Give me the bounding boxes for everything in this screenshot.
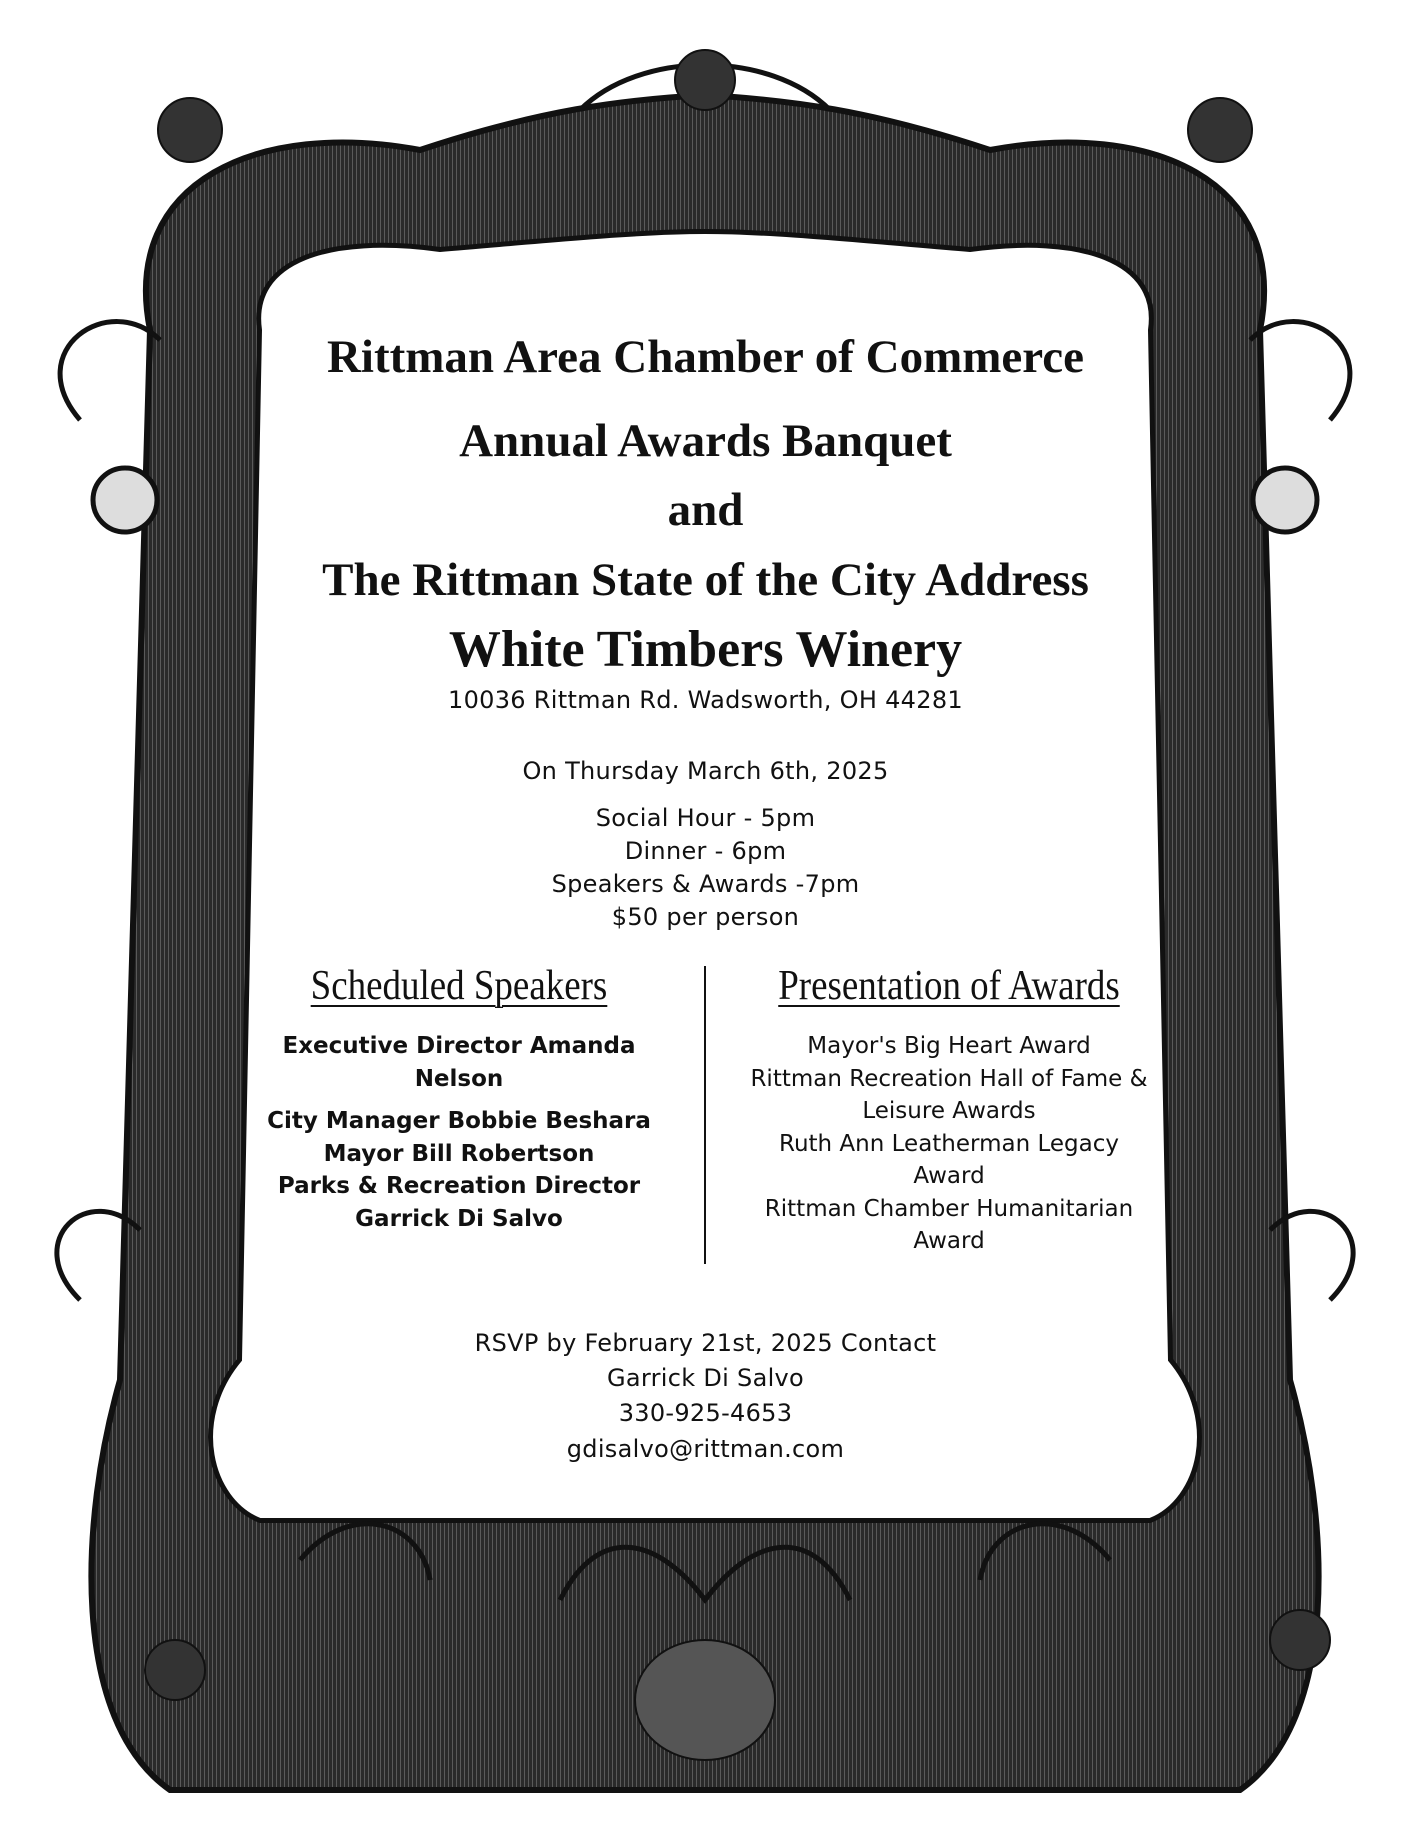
speakers-column bbox=[259, 962, 659, 1235]
venue-name: White Timbers Winery bbox=[448, 621, 963, 678]
rsvp-contact-name: Garrick Di Salvo bbox=[606, 1364, 805, 1392]
speaker-line: Mayor Bill Robertson bbox=[323, 1140, 595, 1167]
cherub-top bbox=[675, 50, 735, 110]
award-line: Award bbox=[913, 1228, 985, 1254]
rsvp-phone: 330-925-4653 bbox=[618, 1399, 793, 1427]
award-line: Rittman Recreation Hall of Fame & bbox=[750, 1065, 1148, 1092]
cherub-bottom-left bbox=[145, 1640, 205, 1700]
schedule-item: $50 per person bbox=[611, 903, 800, 931]
speaker-line: Executive Director Amanda bbox=[282, 1033, 636, 1059]
lyre-ornament bbox=[635, 1640, 775, 1760]
award-line: Mayor's Big Heart Award bbox=[807, 1033, 1091, 1059]
conjunction: and bbox=[667, 484, 744, 536]
schedule-item: Dinner - 6pm bbox=[624, 837, 787, 865]
award-line: Award bbox=[913, 1163, 985, 1189]
cherub-top-right bbox=[1188, 98, 1252, 162]
cherub-top-left bbox=[158, 98, 222, 162]
speaker-line: Garrick Di Salvo bbox=[355, 1205, 563, 1232]
venue-address: 10036 Rittman Rd. Wadsworth, OH 44281 bbox=[448, 686, 963, 714]
award-line: Leisure Awards bbox=[862, 1098, 1036, 1124]
rsvp-email: gdisalvo@rittman.com bbox=[566, 1435, 845, 1463]
second-event-title: The Rittman State of the City Address bbox=[322, 554, 1089, 606]
speaker-line: City Manager Bobbie Beshara bbox=[267, 1108, 651, 1134]
rsvp-deadline: RSVP by February 21st, 2025 Contact bbox=[474, 1329, 937, 1357]
speaker-line: Nelson bbox=[414, 1065, 504, 1092]
event-title: Annual Awards Banquet bbox=[459, 415, 952, 467]
speakers-heading: Scheduled Speakers bbox=[310, 963, 608, 1009]
schedule-item: Social Hour - 5pm bbox=[595, 804, 816, 832]
awards-heading: Presentation of Awards bbox=[778, 963, 1120, 1009]
speaker-line: Parks & Recreation Director bbox=[277, 1173, 641, 1199]
organization-title: Rittman Area Chamber of Commerce bbox=[326, 331, 1085, 383]
event-date: On Thursday March 6th, 2025 bbox=[522, 757, 889, 785]
awards-column bbox=[699, 962, 1199, 1258]
award-line: Ruth Ann Leatherman Legacy bbox=[779, 1130, 1119, 1157]
cherub-bottom-right bbox=[1270, 1610, 1330, 1670]
schedule-item: Speakers & Awards -7pm bbox=[551, 870, 860, 898]
award-line: Rittman Chamber Humanitarian bbox=[764, 1195, 1134, 1222]
